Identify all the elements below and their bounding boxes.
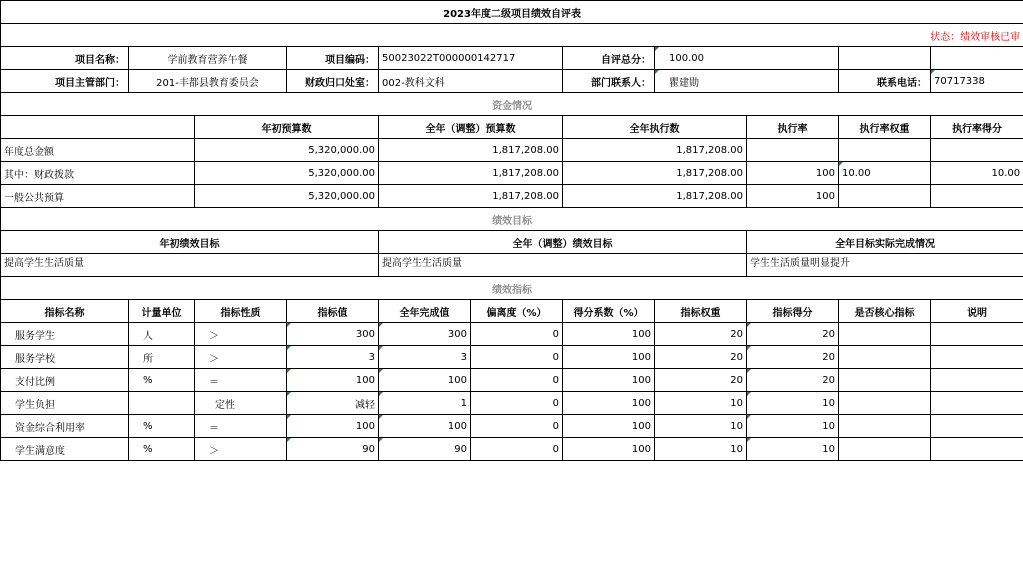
ind-unit	[129, 392, 195, 415]
ind-name: 支付比例	[1, 369, 129, 392]
office-label: 财政归口处室：	[287, 70, 379, 93]
ind-actual: 3	[379, 346, 471, 369]
funds-row-executed: 1,817,208.00	[563, 139, 747, 162]
indicator-row	[1, 346, 1023, 369]
funds-row-executed: 1,817,208.00	[563, 162, 747, 185]
ind-coef: 100	[563, 323, 655, 346]
phone-label: 联系电话：	[839, 70, 931, 93]
indicator-row	[1, 438, 1023, 461]
ind-score: 20	[747, 346, 839, 369]
ind-coef: 100	[563, 415, 655, 438]
sheet-title: 2023年度二级项目绩效自评表	[1, 1, 1023, 24]
ind-header-nature: 指标性质	[195, 300, 287, 323]
ind-target: 100	[287, 369, 379, 392]
ind-weight: 10	[655, 415, 747, 438]
ind-actual: 1	[379, 392, 471, 415]
ind-name: 服务学校	[1, 346, 129, 369]
ind-nature: ＝	[195, 415, 287, 438]
funds-section-title: 资金情况	[1, 93, 1023, 116]
ind-target: 300	[287, 323, 379, 346]
ind-target: 90	[287, 438, 379, 461]
ind-score: 10	[747, 415, 839, 438]
ind-header-weight: 指标权重	[655, 300, 747, 323]
funds-row-rate: 100	[747, 185, 839, 208]
ind-core	[839, 392, 931, 415]
funds-row-name: 一般公共预算	[1, 185, 195, 208]
ind-coef: 100	[563, 438, 655, 461]
ind-deviation: 0	[471, 438, 563, 461]
goals-header-row	[1, 231, 1023, 254]
goals-adjusted-value: 提高学生生活质量	[379, 254, 747, 277]
funds-header-executed: 全年执行数	[563, 116, 747, 139]
ind-header-note: 说明	[931, 300, 1023, 323]
contact-value: 瞿建勋	[655, 70, 839, 93]
ind-name: 资金综合利用率	[1, 415, 129, 438]
funds-row-adjusted: 1,817,208.00	[379, 162, 563, 185]
ind-note	[931, 415, 1023, 438]
funds-header-score: 执行率得分	[931, 116, 1023, 139]
ind-weight: 10	[655, 392, 747, 415]
funds-row-adjusted: 1,817,208.00	[379, 139, 563, 162]
funds-row-initial: 5,320,000.00	[195, 162, 379, 185]
ind-nature: ＞	[195, 438, 287, 461]
ind-actual: 100	[379, 415, 471, 438]
ind-deviation: 0	[471, 392, 563, 415]
ind-header-deviation: 偏离度（%）	[471, 300, 563, 323]
ind-weight: 20	[655, 323, 747, 346]
goals-header-adjusted: 全年（调整）绩效目标	[379, 231, 747, 254]
ind-weight: 20	[655, 369, 747, 392]
funds-row-initial: 5,320,000.00	[195, 139, 379, 162]
ind-note	[931, 323, 1023, 346]
funds-header-row	[1, 116, 1023, 139]
ind-coef: 100	[563, 346, 655, 369]
funds-header-blank	[1, 116, 195, 139]
funds-row-name: 其中：财政拨款	[1, 162, 195, 185]
ind-target: 100	[287, 415, 379, 438]
funds-row-score	[931, 139, 1023, 162]
funds-row-weight	[839, 139, 931, 162]
ind-core	[839, 369, 931, 392]
ind-core	[839, 323, 931, 346]
ind-actual: 90	[379, 438, 471, 461]
ind-coef: 100	[563, 392, 655, 415]
ind-note	[931, 392, 1023, 415]
funds-header-rate: 执行率	[747, 116, 839, 139]
self-score-label: 自评总分：	[563, 47, 655, 70]
funds-row-name: 年度总金额	[1, 139, 195, 162]
ind-note	[931, 369, 1023, 392]
ind-unit: %	[129, 415, 195, 438]
indicator-row	[1, 323, 1023, 346]
funds-row	[1, 162, 1023, 185]
goals-section-title: 绩效目标	[1, 208, 1023, 231]
funds-row-executed: 1,817,208.00	[563, 185, 747, 208]
ind-header-core: 是否核心指标	[839, 300, 931, 323]
ind-actual: 100	[379, 369, 471, 392]
ind-target: 减轻	[287, 392, 379, 415]
funds-header-adjusted: 全年（调整）预算数	[379, 116, 563, 139]
ind-header-actual: 全年完成值	[379, 300, 471, 323]
goals-value-row	[1, 254, 1023, 277]
indicator-row	[1, 415, 1023, 438]
funds-row-adjusted: 1,817,208.00	[379, 185, 563, 208]
ind-nature: ＞	[195, 346, 287, 369]
ind-header-name: 指标名称	[1, 300, 129, 323]
ind-coef: 100	[563, 369, 655, 392]
phone-value: 70717338	[931, 70, 1023, 93]
ind-weight: 20	[655, 346, 747, 369]
ind-core	[839, 346, 931, 369]
info-row-2	[1, 70, 1023, 93]
dept-label: 项目主管部门：	[1, 70, 129, 93]
ind-header-target: 指标值	[287, 300, 379, 323]
ind-score: 20	[747, 369, 839, 392]
funds-row-weight	[839, 185, 931, 208]
funds-row-rate: 100	[747, 162, 839, 185]
ind-nature: ＞	[195, 323, 287, 346]
goals-initial-value: 提高学生生活质量	[1, 254, 379, 277]
ind-note	[931, 346, 1023, 369]
ind-name: 服务学生	[1, 323, 129, 346]
funds-row-score	[931, 185, 1023, 208]
project-name-value: 学前教育营养午餐	[129, 47, 287, 70]
funds-header-initial: 年初预算数	[195, 116, 379, 139]
self-score-value: 100.00	[655, 47, 839, 70]
ind-weight: 10	[655, 438, 747, 461]
indicator-row	[1, 392, 1023, 415]
funds-row-initial: 5,320,000.00	[195, 185, 379, 208]
ind-nature: ＝	[195, 369, 287, 392]
goals-actual-value: 学生生活质量明显提升	[747, 254, 1023, 277]
status-label: 状态：绩效审核已审	[1, 24, 1023, 47]
ind-core	[839, 415, 931, 438]
ind-deviation: 0	[471, 369, 563, 392]
ind-unit: 人	[129, 323, 195, 346]
funds-row-weight: 10.00	[839, 162, 931, 185]
ind-unit: %	[129, 438, 195, 461]
ind-unit: %	[129, 369, 195, 392]
goals-header-actual: 全年目标实际完成情况	[747, 231, 1023, 254]
empty-cell	[931, 47, 1023, 70]
indicator-row	[1, 369, 1023, 392]
project-name-label: 项目名称：	[1, 47, 129, 70]
ind-header-coef: 得分系数（%）	[563, 300, 655, 323]
dept-value: 201-丰都县教育委员会	[129, 70, 287, 93]
funds-row	[1, 185, 1023, 208]
empty-cell	[839, 47, 931, 70]
funds-row	[1, 139, 1023, 162]
ind-nature: 定性	[195, 392, 287, 415]
ind-score: 20	[747, 323, 839, 346]
info-row-1	[1, 47, 1023, 70]
ind-core	[839, 438, 931, 461]
indicators-header-row	[1, 300, 1023, 323]
ind-note	[931, 438, 1023, 461]
contact-label: 部门联系人：	[563, 70, 655, 93]
ind-score: 10	[747, 438, 839, 461]
ind-deviation: 0	[471, 415, 563, 438]
funds-header-weight: 执行率权重	[839, 116, 931, 139]
ind-header-unit: 计量单位	[129, 300, 195, 323]
funds-row-rate	[747, 139, 839, 162]
ind-name: 学生负担	[1, 392, 129, 415]
indicators-section-title: 绩效指标	[1, 277, 1023, 300]
ind-score: 10	[747, 392, 839, 415]
ind-deviation: 0	[471, 346, 563, 369]
project-code-value: 50023022T000000142717	[379, 47, 563, 70]
ind-target: 3	[287, 346, 379, 369]
ind-deviation: 0	[471, 323, 563, 346]
office-value: 002-教科文科	[379, 70, 563, 93]
ind-name: 学生满意度	[1, 438, 129, 461]
goals-header-initial: 年初绩效目标	[1, 231, 379, 254]
ind-actual: 300	[379, 323, 471, 346]
ind-header-score: 指标得分	[747, 300, 839, 323]
ind-unit: 所	[129, 346, 195, 369]
project-code-label: 项目编码：	[287, 47, 379, 70]
funds-row-score: 10.00	[931, 162, 1023, 185]
